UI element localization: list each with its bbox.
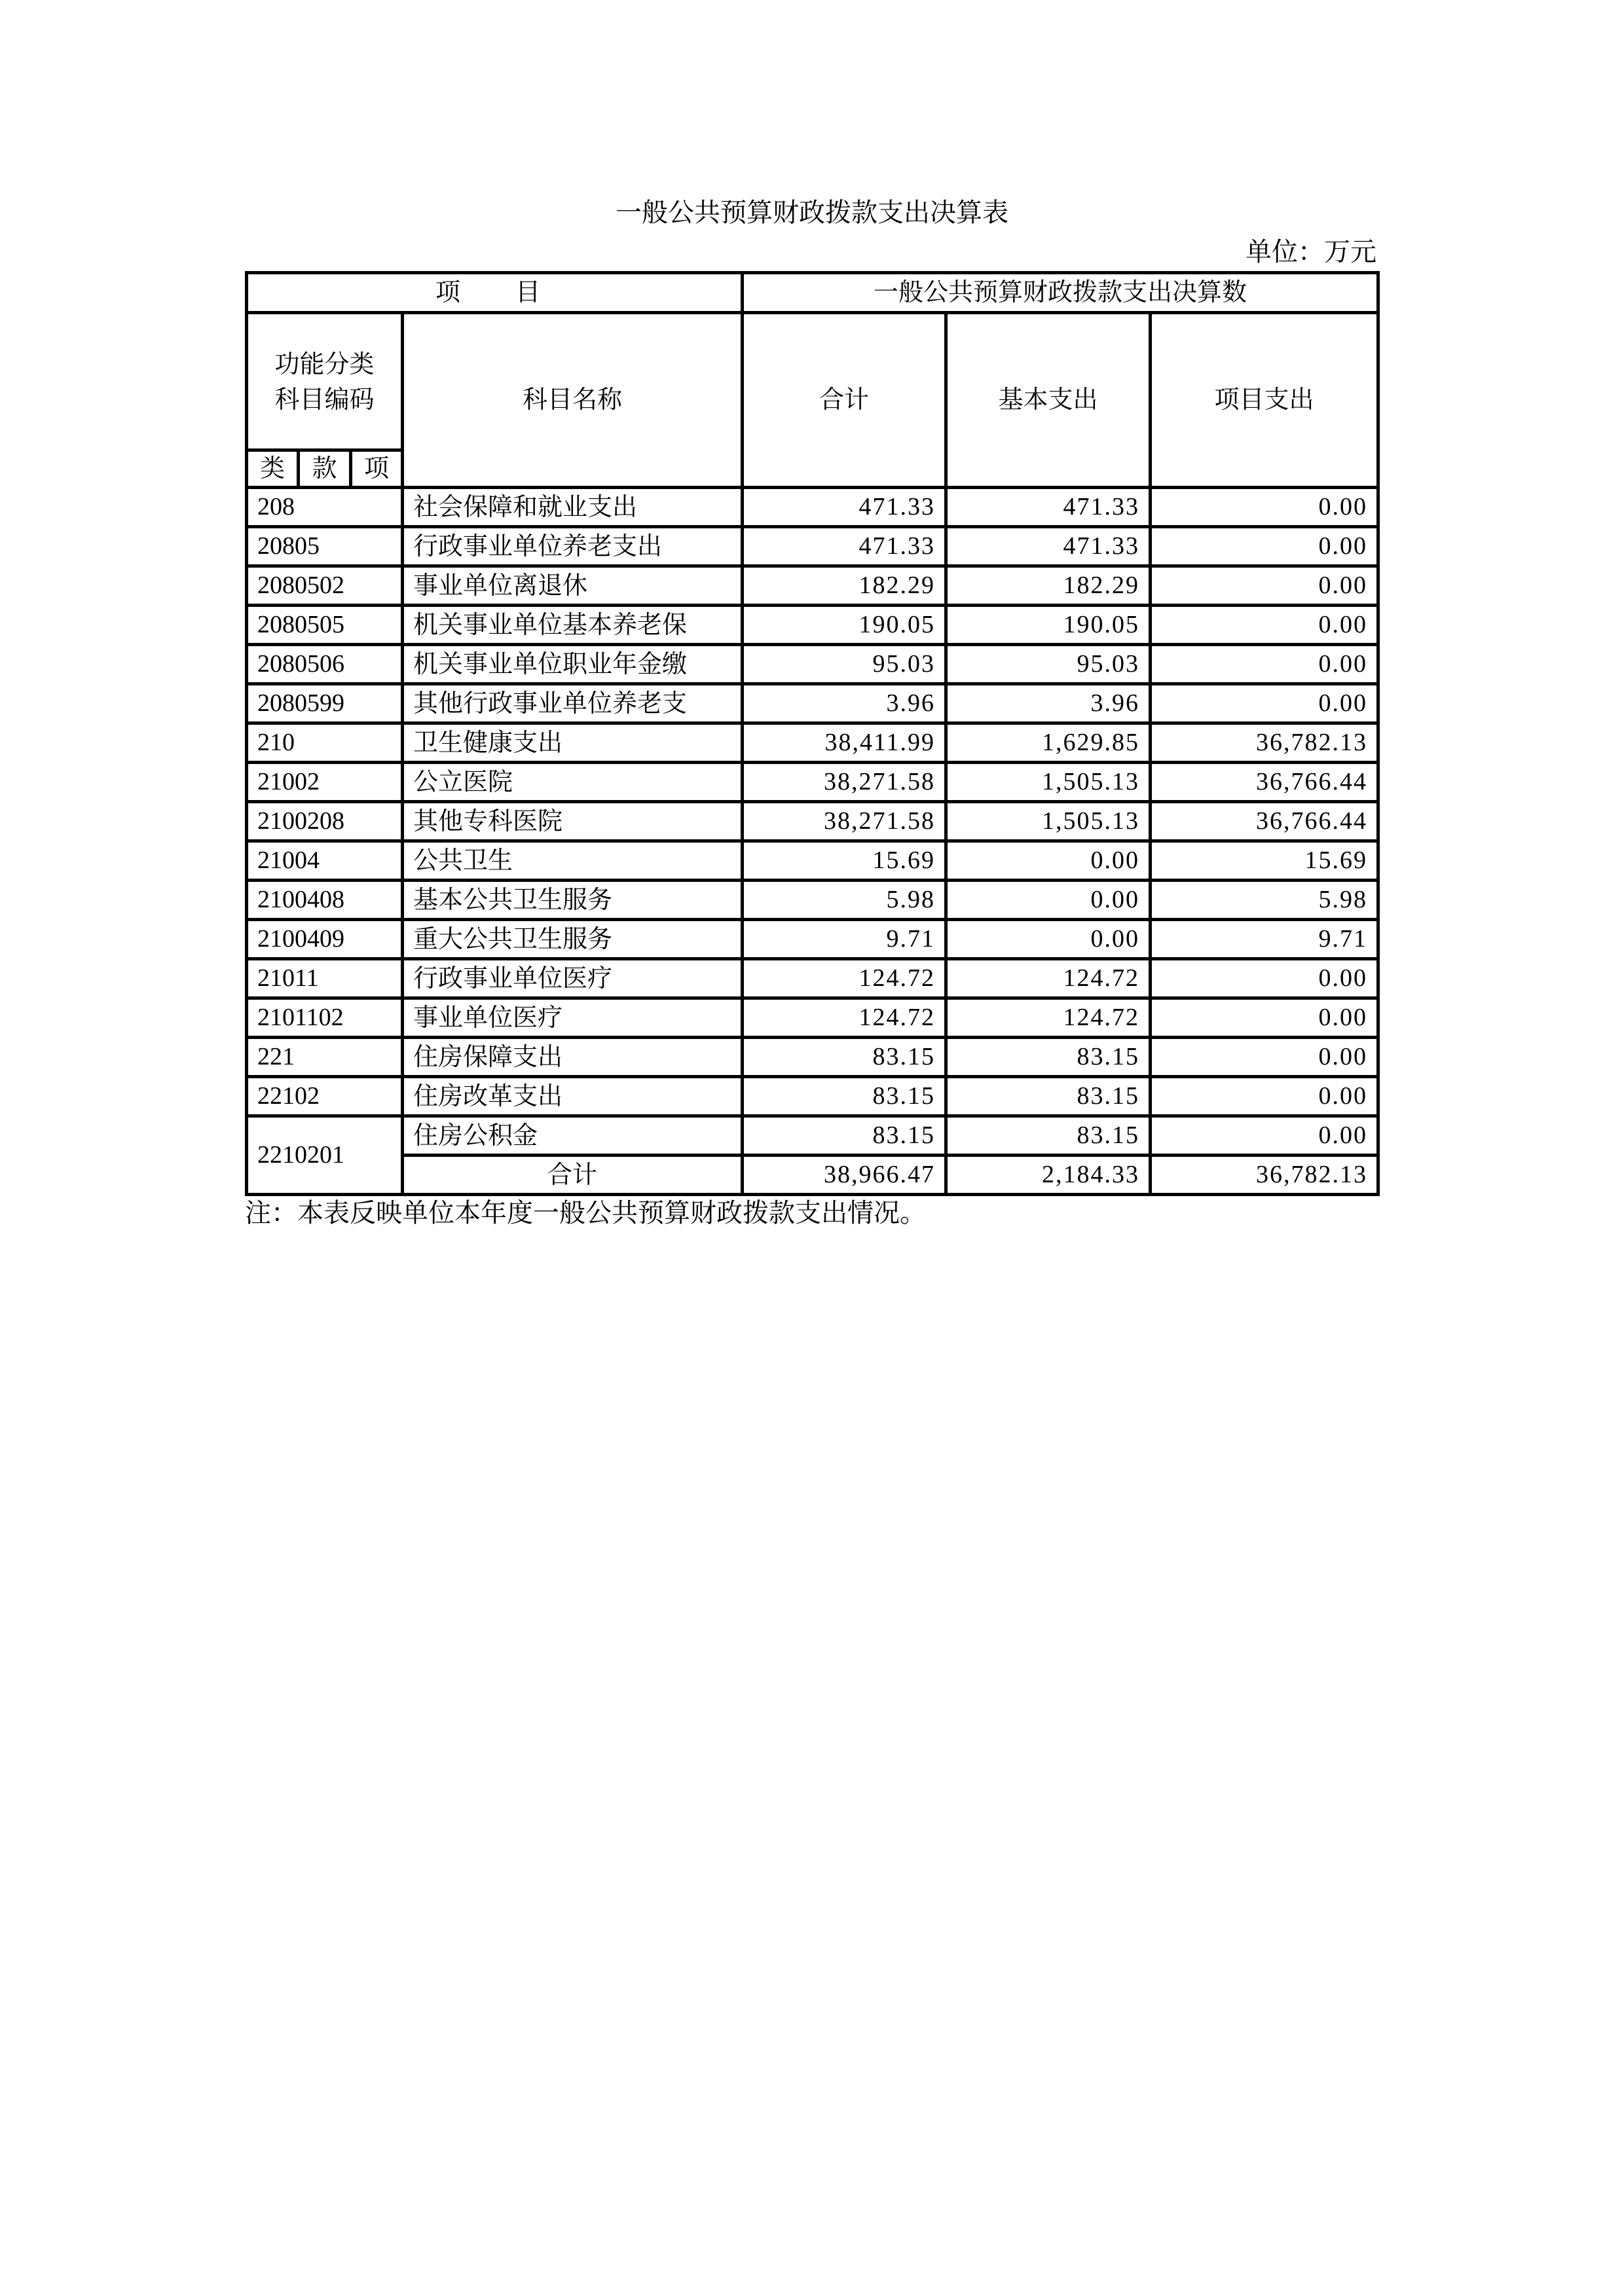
row-project: 0.00 [1151,527,1378,566]
subject-name-header: 科目名称 [403,313,743,488]
row-project: 0.00 [1151,488,1378,527]
row-code: 2100409 [247,920,403,959]
row-name: 社会保障和就业支出 [403,488,743,527]
row-name: 公共卫生 [403,841,743,881]
row-code: 208 [247,488,403,527]
row-total: 38,271.58 [743,763,946,802]
row-basic: 3.96 [946,684,1151,723]
row-basic: 471.33 [946,527,1151,566]
table-row [247,1038,1378,1077]
row-code: 2100408 [247,881,403,920]
row-basic: 83.15 [946,1038,1151,1077]
row-code: 21011 [247,959,403,998]
row-code: 20805 [247,527,403,566]
basic-expenditure-header: 基本支出 [946,313,1151,488]
row-code: 2101102 [247,998,403,1038]
table-row [247,1116,1378,1156]
row-project: 36,766.44 [1151,763,1378,802]
row-name: 行政事业单位医疗 [403,959,743,998]
row-total: 83.15 [743,1077,946,1116]
row-name: 机关事业单位职业年金缴 [403,645,743,684]
row-basic: 124.72 [946,998,1151,1038]
row-name: 行政事业单位养老支出 [403,527,743,566]
grand-total-basic: 2,184.33 [946,1156,1151,1195]
row-project: 0.00 [1151,1077,1378,1116]
row-basic: 190.05 [946,606,1151,645]
grand-total-total: 38,966.47 [743,1156,946,1195]
table-row [247,802,1378,841]
row-basic: 83.15 [946,1077,1151,1116]
row-code: 21004 [247,841,403,881]
unit-label: 单位：万元 [1246,237,1376,267]
row-name: 重大公共卫生服务 [403,920,743,959]
row-project: 15.69 [1151,841,1378,881]
row-basic: 1,629.85 [946,723,1151,763]
row-project: 0.00 [1151,684,1378,723]
row-total: 9.71 [743,920,946,959]
row-basic: 1,505.13 [946,763,1151,802]
header-row-2 [247,313,1378,450]
row-basic: 0.00 [946,881,1151,920]
row-name: 公立医院 [403,763,743,802]
document-title: 一般公共预算财政拨款支出决算表 [616,198,1008,228]
table-row [247,1077,1378,1116]
item-group-header: 项 目 [247,273,743,313]
row-total: 124.72 [743,998,946,1038]
row-basic: 182.29 [946,566,1151,606]
row-basic: 124.72 [946,959,1151,998]
grand-total-row [247,1156,1378,1195]
row-code: 210 [247,723,403,763]
row-project: 5.98 [1151,881,1378,920]
row-project: 0.00 [1151,1038,1378,1077]
row-total: 83.15 [743,1116,946,1156]
row-name: 住房改革支出 [403,1077,743,1116]
row-name: 事业单位离退休 [403,566,743,606]
table-row [247,959,1378,998]
row-code: 2080505 [247,606,403,645]
kuan-header: 款 [299,450,351,488]
total-header: 合计 [743,313,946,488]
row-project: 0.00 [1151,566,1378,606]
row-total: 124.72 [743,959,946,998]
row-total: 15.69 [743,841,946,881]
row-basic: 83.15 [946,1116,1151,1156]
function-code-header-line1: 功能分类 [274,349,375,378]
row-basic: 0.00 [946,920,1151,959]
row-project: 9.71 [1151,920,1378,959]
table-row [247,763,1378,802]
table-row [247,606,1378,645]
row-basic: 95.03 [946,645,1151,684]
row-name: 其他专科医院 [403,802,743,841]
table-row [247,723,1378,763]
row-total: 471.33 [743,488,946,527]
row-total: 83.15 [743,1038,946,1077]
row-total: 3.96 [743,684,946,723]
row-basic: 471.33 [946,488,1151,527]
row-total: 471.33 [743,527,946,566]
lei-header: 类 [247,450,299,488]
row-project: 36,782.13 [1151,723,1378,763]
row-code: 21002 [247,763,403,802]
row-name: 卫生健康支出 [403,723,743,763]
project-expenditure-header: 项目支出 [1151,313,1378,488]
row-total: 95.03 [743,645,946,684]
grand-total-project: 36,782.13 [1151,1156,1378,1195]
row-name: 其他行政事业单位养老支 [403,684,743,723]
table-row [247,645,1378,684]
row-name: 住房公积金 [403,1116,743,1156]
row-project: 0.00 [1151,606,1378,645]
row-project: 36,766.44 [1151,802,1378,841]
row-code: 221 [247,1038,403,1077]
row-name: 基本公共卫生服务 [403,881,743,920]
amount-group-header: 一般公共预算财政拨款支出决算数 [743,273,1378,313]
table-row [247,841,1378,881]
row-code: 22102 [247,1077,403,1116]
table-row [247,527,1378,566]
table-row [247,920,1378,959]
row-project: 0.00 [1151,959,1378,998]
table-row [247,684,1378,723]
row-total: 38,271.58 [743,802,946,841]
row-code: 2210201 [247,1116,403,1195]
row-code: 2100208 [247,802,403,841]
row-code: 2080599 [247,684,403,723]
grand-total-label: 合计 [403,1156,743,1195]
row-project: 0.00 [1151,998,1378,1038]
row-code: 2080502 [247,566,403,606]
header-row-1 [247,273,1378,313]
row-total: 38,411.99 [743,723,946,763]
xiang-header: 项 [351,450,403,488]
row-total: 5.98 [743,881,946,920]
function-code-header [247,313,403,450]
table-row [247,881,1378,920]
row-name: 事业单位医疗 [403,998,743,1038]
row-name: 机关事业单位基本养老保 [403,606,743,645]
row-total: 182.29 [743,566,946,606]
table-note: 注：本表反映单位本年度一般公共预算财政拨款支出情况。 [245,1198,926,1228]
row-basic: 1,505.13 [946,802,1151,841]
table-row [247,566,1378,606]
row-project: 0.00 [1151,645,1378,684]
row-total: 190.05 [743,606,946,645]
table-row [247,998,1378,1038]
row-code: 2080506 [247,645,403,684]
row-name: 住房保障支出 [403,1038,743,1077]
table-row [247,488,1378,527]
function-code-header-line2: 科目编码 [274,384,375,414]
expenditure-table [245,271,1380,1196]
row-project: 0.00 [1151,1116,1378,1156]
row-basic: 0.00 [946,841,1151,881]
